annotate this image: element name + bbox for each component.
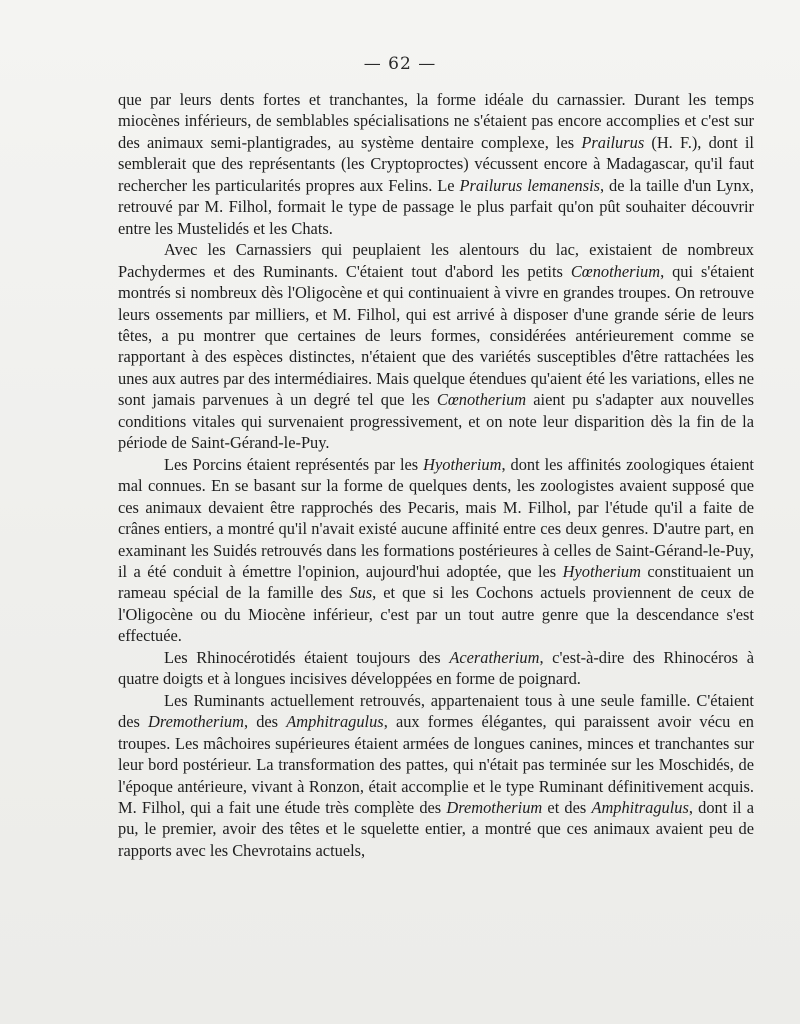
text-run: aient pu s'adapter aux nouvelles conditions vitales qui survenaient progressivement, et on note leur disparition dès la fin de la période de Saint-Gérand-le-Puy.	[118, 390, 754, 453]
italic-term: Hyotherium	[562, 561, 641, 581]
text-run: , des	[243, 712, 287, 732]
text-run: , qui s'étaient montrés si nombreux dès l'Oligocène et qui continuaient à vivre en grandes troupes. On retrouve leurs ossements par milliers, et M. Filhol, qui est arrivé à disposer d'une grande série de leurs têtes, a pu montrer que certaines de leurs formes, considérées antérieurement comme se rapportant à des espèces distinctes, n'étaient que des variétés susceptibles d'être rattachées les unes aux autres par des intermédiaires. Mais quelque étendues qu'aient été les variations, elles ne sont jamais parvenues à un degré tel que les	[118, 261, 754, 410]
text-run: , aux formes élégantes, qui paraissent avoir vécu en troupes. Les mâchoires supérieures étaient armées de longues canines, minces et tranchantes sur leur bord postérieur. La transformation des pattes, qui n'était pas terminée sur les Moschidés, de l'époque antérieure, vivant à Ronzon, était accomplie et le type Ruminant définitivement acquis. M. Filhol, qui a fait une étude très complète des	[118, 712, 754, 817]
page-number: — 62 —	[363, 54, 437, 74]
italic-term: Dremotherium	[446, 797, 543, 817]
italic-term: Cœnotherium	[436, 390, 527, 410]
body-text	[118, 89, 754, 861]
italic-term: Prailurus	[581, 132, 645, 152]
text-run: constituaient un rameau spécial de la famille des	[118, 561, 755, 603]
text-run: (H. F.), dont il semblerait que des représentants (les Cryptoproctes) vécussent encore à Madagascar, qu'il faut rechercher les particularités propres aux Felins. Le	[118, 132, 754, 195]
paragraph-3	[118, 454, 754, 647]
italic-term: Cœnotherium	[570, 261, 661, 281]
text-run: que par leurs dents fortes et tranchantes, la forme idéale du carnassier. Durant les temps miocènes inférieurs, de semblables spécialisations ne s'étaient pas encore accomplies et c'est sur des animaux semi-plantigrades, au système dentaire complexe, les	[118, 90, 754, 152]
italic-term: Dremotherium	[148, 712, 244, 732]
text-run: Les Ruminants actuellement retrouvés, appartenaient tous à une seule famille. C'étaient des	[118, 690, 754, 732]
italic-term: Aceratherium	[449, 647, 540, 667]
italic-term: Amphitragulus	[286, 712, 384, 732]
italic-term: Sus	[349, 583, 373, 603]
text-run: , c'est-à-dire des Rhinocéros à quatre doigts et à longues incisives développées en forme de poignard.	[118, 647, 754, 689]
paragraph-5	[118, 690, 754, 862]
text-run: , dont il a pu, le premier, avoir des têtes et le squelette entier, a montré que ces animaux avaient peu de rapports avec les Chevrotains actuels,	[118, 797, 754, 860]
text-run: Avec les Carnassiers qui peuplaient les alentours du lac, existaient de nombreux Pachydermes et des Ruminants. C'étaient tout d'abord les petits	[118, 240, 754, 281]
text-run: , dont les affinités zoologiques étaient mal connues. En se basant sur la forme de quelques dents, les zoologistes avaient supposé que ces animaux devaient être rapprochés des Pecaris, mais M. Filhol, par l'étude qu'il a faite de crânes entiers, a montré qu'il n'avait existé aucune affinité entre ces deux genres. D'autre part, en examinant les Suidés retrouvés dans les formations postérieures à celles de Saint-Gérand-le-Puy, il a été conduit à émettre l'opinion, aujourd'hui adoptée, que les	[118, 454, 754, 581]
italic-term: Hyotherium	[423, 454, 502, 474]
text-run: Les Porcins étaient représentés par les	[164, 454, 424, 474]
italic-term: Amphitragulus	[591, 797, 689, 817]
text-run: , de la taille d'un Lynx, retrouvé par M. Filhol, formait le type de passage le plus parfait qu'on pût souhaiter découvrir entre les Mustelidés et les Chats.	[118, 175, 754, 238]
paragraph-4	[118, 647, 754, 690]
italic-term: Prailurus lemanensis	[459, 175, 601, 195]
paragraph-2	[118, 239, 754, 454]
text-run: Les Rhinocérotidés étaient toujours des	[164, 647, 450, 667]
text-run: et des	[542, 797, 592, 817]
paragraph-1	[118, 89, 754, 239]
text-run: , et que si les Cochons actuels proviennent de ceux de l'Oligocène ou du Miocène inférieur, c'est par un tout autre genre que la descendance s'est effectuée.	[118, 583, 754, 646]
